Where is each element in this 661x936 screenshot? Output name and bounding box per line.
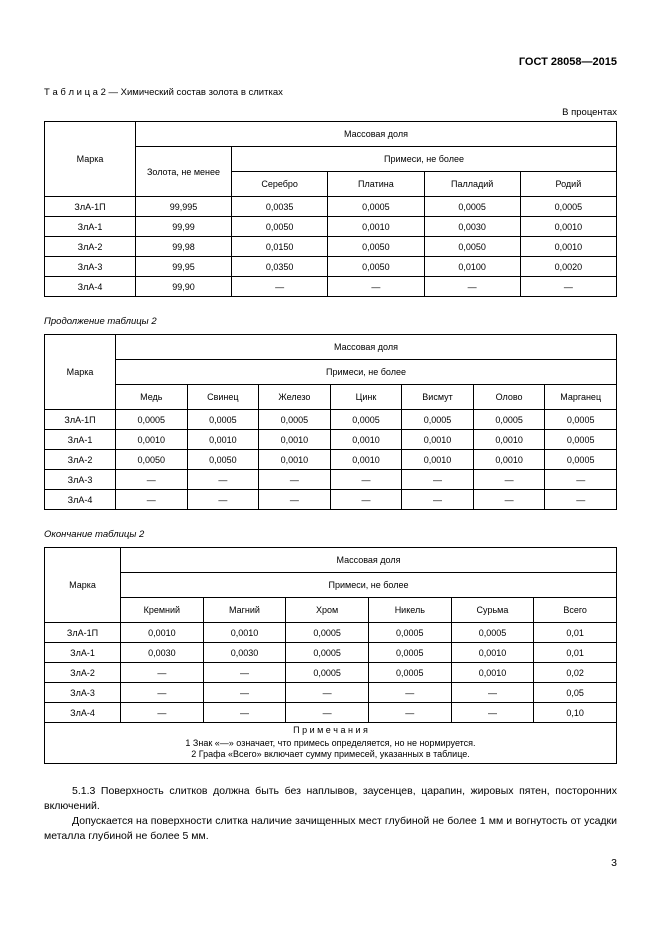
impurity-column-header: Медь <box>116 385 188 410</box>
impurity-header-row <box>45 385 617 410</box>
impurity-column-header: Кремний <box>121 598 204 623</box>
marka-cell: ЗлА-1П <box>45 623 121 643</box>
body-text <box>44 784 617 844</box>
impurity-column-header: Свинец <box>187 385 259 410</box>
impurity-column-header: Олово <box>473 385 545 410</box>
value-cell: 0,0350 <box>232 257 328 277</box>
notes-row <box>45 723 617 764</box>
value-cell: 0,0050 <box>187 450 259 470</box>
col-header-gold-min: Золота, не менее <box>136 147 232 197</box>
value-cell: 0,0150 <box>232 237 328 257</box>
value-cell: 0,0010 <box>451 663 534 683</box>
table-row <box>45 197 617 217</box>
value-cell: 0,0005 <box>286 623 369 643</box>
table-row <box>45 237 617 257</box>
value-cell: 0,0010 <box>520 217 616 237</box>
value-cell: — <box>368 683 451 703</box>
marka-cell: ЗлА-3 <box>45 257 136 277</box>
value-cell: — <box>330 470 402 490</box>
value-cell: 0,0005 <box>368 663 451 683</box>
marka-cell: ЗлА-1 <box>45 430 116 450</box>
impurity-column-header: Родий <box>520 172 616 197</box>
table1-header <box>45 122 617 197</box>
table3-body <box>45 623 617 723</box>
value-cell: — <box>473 470 545 490</box>
page-number: 3 <box>611 856 617 869</box>
value-cell: 0,0020 <box>520 257 616 277</box>
value-cell: — <box>259 470 331 490</box>
table3-notes-section <box>45 723 617 764</box>
table2-header <box>45 335 617 410</box>
impurity-header-row <box>45 598 617 623</box>
marka-cell: ЗлА-4 <box>45 490 116 510</box>
col-header-mass-fraction: Массовая доля <box>121 548 617 573</box>
table-row <box>45 257 617 277</box>
value-cell: 0,0035 <box>232 197 328 217</box>
value-cell: 0,0005 <box>328 197 424 217</box>
value-cell: — <box>116 470 188 490</box>
value-cell: 0,0005 <box>286 643 369 663</box>
impurity-column-header: Палладий <box>424 172 520 197</box>
value-cell: — <box>121 683 204 703</box>
value-cell: 0,10 <box>534 703 617 723</box>
note-line-2: 2 Графа «Всего» включает сумму примесей, указанных в таблице. <box>191 749 470 759</box>
value-cell: 0,0010 <box>121 623 204 643</box>
impurity-column-header: Сурьма <box>451 598 534 623</box>
marka-cell: ЗлА-2 <box>45 237 136 257</box>
value-cell: 0,0100 <box>424 257 520 277</box>
value-cell: 0,0005 <box>545 410 617 430</box>
value-cell: — <box>328 277 424 297</box>
paragraph-allowance: Допускается на поверхности слитка наличие зачищенных мест глубиной не более 1 мм и вогнутость от усадки металла глубиной не более 5 мм. <box>44 814 617 842</box>
value-cell: 0,0030 <box>424 217 520 237</box>
marka-cell: ЗлА-4 <box>45 277 136 297</box>
col-header-impurities: Примеси, не более <box>232 147 617 172</box>
value-cell: — <box>545 470 617 490</box>
value-cell: — <box>330 490 402 510</box>
impurity-column-header: Висмут <box>402 385 474 410</box>
value-cell: — <box>451 683 534 703</box>
value-cell: 0,0010 <box>328 217 424 237</box>
value-cell: 0,0030 <box>121 643 204 663</box>
value-cell: 0,0010 <box>116 430 188 450</box>
value-cell: 0,0005 <box>286 663 369 683</box>
table-continuation-caption: Продолжение таблицы 2 <box>44 316 157 327</box>
value-cell: 0,0005 <box>402 410 474 430</box>
value-cell: — <box>545 490 617 510</box>
value-cell: — <box>187 470 259 490</box>
value-cell: 0,0010 <box>402 430 474 450</box>
table-row <box>45 663 617 683</box>
table-row <box>45 410 617 430</box>
table-row <box>45 643 617 663</box>
col-header-impurities: Примеси, не более <box>121 573 617 598</box>
table-row <box>45 430 617 450</box>
marka-cell: ЗлА-2 <box>45 663 121 683</box>
value-cell: — <box>286 703 369 723</box>
value-cell: 0,01 <box>534 623 617 643</box>
value-cell: 0,0005 <box>259 410 331 430</box>
value-cell: 0,0005 <box>520 197 616 217</box>
col-header-mass-fraction: Массовая доля <box>136 122 617 147</box>
table-gold-composition-part3 <box>44 547 617 764</box>
notes-title: П р и м е ч а н и я <box>293 725 368 735</box>
table-row <box>45 703 617 723</box>
impurity-column-header: Никель <box>368 598 451 623</box>
impurity-column-header: Марганец <box>545 385 617 410</box>
table-gold-composition-part2 <box>44 334 617 510</box>
value-cell: — <box>286 683 369 703</box>
impurity-column-header: Цинк <box>330 385 402 410</box>
table-row <box>45 683 617 703</box>
marka-cell: ЗлА-1П <box>45 410 116 430</box>
value-cell: 0,0010 <box>402 450 474 470</box>
value-cell: 0,0005 <box>424 197 520 217</box>
value-cell: 0,0010 <box>187 430 259 450</box>
impurity-column-header: Железо <box>259 385 331 410</box>
marka-cell: ЗлА-3 <box>45 470 116 490</box>
value-cell: 0,0010 <box>451 643 534 663</box>
col-header-marka: Марка <box>45 548 121 623</box>
value-cell: 99,90 <box>136 277 232 297</box>
marka-cell: ЗлА-4 <box>45 703 121 723</box>
table1-body <box>45 197 617 297</box>
value-cell: — <box>520 277 616 297</box>
table-row <box>45 217 617 237</box>
units-note: В процентах <box>562 107 617 118</box>
value-cell: 0,0010 <box>259 450 331 470</box>
marka-cell: ЗлА-1 <box>45 643 121 663</box>
col-header-impurities: Примеси, не более <box>116 360 617 385</box>
table-row <box>45 277 617 297</box>
table-row <box>45 450 617 470</box>
value-cell: — <box>368 703 451 723</box>
value-cell: 0,0050 <box>328 237 424 257</box>
value-cell: — <box>402 470 474 490</box>
value-cell: 99,95 <box>136 257 232 277</box>
value-cell: 99,995 <box>136 197 232 217</box>
value-cell: — <box>232 277 328 297</box>
value-cell: 0,01 <box>534 643 617 663</box>
value-cell: — <box>121 703 204 723</box>
value-cell: 0,0010 <box>520 237 616 257</box>
impurity-column-header: Магний <box>203 598 286 623</box>
value-cell: 0,0005 <box>368 623 451 643</box>
value-cell: 99,98 <box>136 237 232 257</box>
table-row <box>45 490 617 510</box>
value-cell: 0,05 <box>534 683 617 703</box>
value-cell: 0,0005 <box>451 623 534 643</box>
value-cell: 99,99 <box>136 217 232 237</box>
value-cell: 0,0050 <box>232 217 328 237</box>
impurity-column-header: Хром <box>286 598 369 623</box>
value-cell: 0,0010 <box>330 450 402 470</box>
value-cell: — <box>451 703 534 723</box>
impurity-column-header: Всего <box>534 598 617 623</box>
value-cell: 0,0005 <box>545 430 617 450</box>
col-header-marka: Марка <box>45 122 136 197</box>
table-ending-caption: Окончание таблицы 2 <box>44 529 145 540</box>
value-cell: 0,0030 <box>203 643 286 663</box>
value-cell: 0,0010 <box>473 450 545 470</box>
value-cell: — <box>203 663 286 683</box>
value-cell: 0,0050 <box>116 450 188 470</box>
table2-body <box>45 410 617 510</box>
value-cell: 0,0050 <box>424 237 520 257</box>
value-cell: — <box>424 277 520 297</box>
value-cell: — <box>473 490 545 510</box>
paragraph-5-1-3: 5.1.3 Поверхность слитков должна быть без наплывов, заусенцев, царапин, жировых пятен, посторонних включений. <box>44 784 617 812</box>
marka-cell: ЗлА-1П <box>45 197 136 217</box>
value-cell: — <box>259 490 331 510</box>
value-cell: 0,0010 <box>259 430 331 450</box>
marka-cell: ЗлА-3 <box>45 683 121 703</box>
value-cell: — <box>121 663 204 683</box>
value-cell: 0,0010 <box>330 430 402 450</box>
value-cell: 0,0005 <box>368 643 451 663</box>
value-cell: 0,0005 <box>187 410 259 430</box>
table-notes <box>45 723 617 764</box>
value-cell: — <box>187 490 259 510</box>
col-header-mass-fraction: Массовая доля <box>116 335 617 360</box>
impurity-column-header: Платина <box>328 172 424 197</box>
document-header: ГОСТ 28058—2015 <box>518 56 617 68</box>
value-cell: 0,0005 <box>473 410 545 430</box>
value-cell: — <box>116 490 188 510</box>
value-cell: 0,0005 <box>545 450 617 470</box>
col-header-marka: Марка <box>45 335 116 410</box>
value-cell: — <box>203 703 286 723</box>
value-cell: 0,0010 <box>473 430 545 450</box>
value-cell: 0,02 <box>534 663 617 683</box>
value-cell: 0,0050 <box>328 257 424 277</box>
table-caption: Т а б л и ц а 2 — Химический состав золота в слитках <box>44 87 283 98</box>
table-row <box>45 470 617 490</box>
table3-header <box>45 548 617 623</box>
table-row <box>45 623 617 643</box>
value-cell: 0,0010 <box>203 623 286 643</box>
marka-cell: ЗлА-2 <box>45 450 116 470</box>
impurity-column-header: Серебро <box>232 172 328 197</box>
table-gold-composition-part1 <box>44 121 617 297</box>
value-cell: — <box>402 490 474 510</box>
note-line-1: 1 Знак «—» означает, что примесь определяется, но не нормируется. <box>185 737 476 748</box>
value-cell: 0,0005 <box>116 410 188 430</box>
value-cell: — <box>203 683 286 703</box>
marka-cell: ЗлА-1 <box>45 217 136 237</box>
value-cell: 0,0005 <box>330 410 402 430</box>
